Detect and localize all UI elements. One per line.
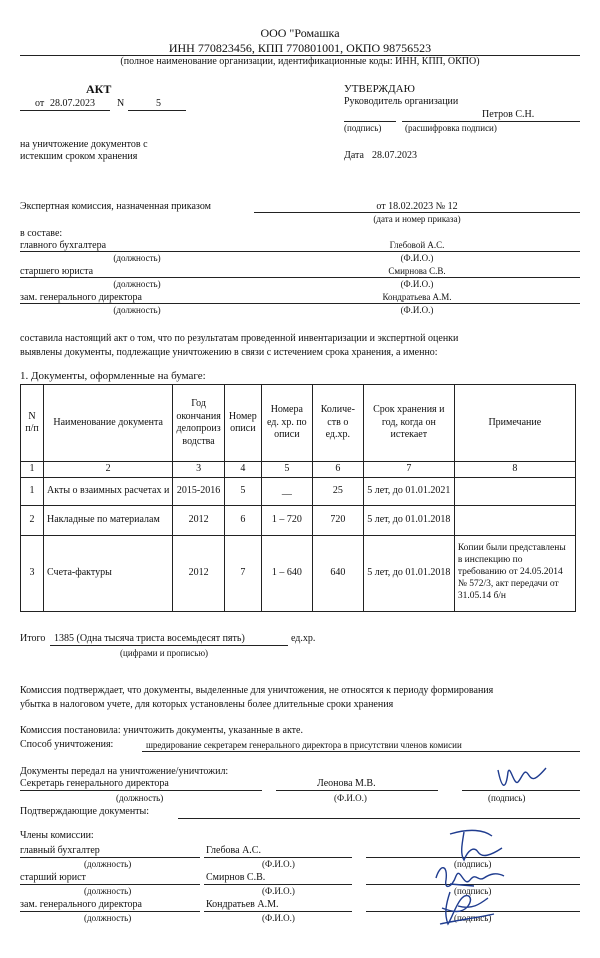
section1-title: 1. Документы, оформленные на бумаге:: [20, 370, 206, 382]
cell-term: 5 лет, до 01.01.2021: [363, 477, 454, 505]
confirmation-line2: убытка в налоговом учете, для которых установлены более длительные сроки хранения: [20, 699, 394, 710]
cell-term: 5 лет, до 01.01.2018: [363, 535, 454, 611]
signer-position: главный бухгалтер: [20, 845, 100, 856]
cell-count: 640: [312, 535, 363, 611]
header-cell: Количе-ств о ед.хр.: [312, 385, 363, 462]
signer-name-line: [204, 911, 352, 912]
signer-position-line: [20, 857, 200, 858]
act-number-underline: [128, 110, 186, 111]
witnesses-line: [178, 818, 580, 819]
total-caption: (цифрами и прописью): [120, 648, 209, 658]
signer-position-line: [20, 884, 200, 885]
approval-name: Петров С.Н.: [482, 109, 535, 120]
colnum-cell: 6: [312, 462, 363, 478]
commission-composition-label: в составе:: [20, 228, 63, 239]
total-value: 1385 (Одна тысяча триста восемьдесят пять): [54, 633, 245, 644]
cell-n: 1: [21, 477, 44, 505]
witnesses-label: Подтверждающие документы:: [20, 806, 150, 817]
name-caption: (Ф.И.О.): [400, 253, 434, 263]
commission-member-position: главного бухгалтера: [20, 240, 107, 251]
approval-role: Руководитель организации: [344, 96, 459, 107]
position-caption: (должность): [113, 279, 161, 289]
cell-year: 2015-2016: [173, 477, 224, 505]
transfer-name-line: [276, 790, 438, 791]
header-cell: N п/п: [21, 385, 44, 462]
commission-member-position: зам. генерального директора: [20, 292, 142, 303]
signer-position-caption: (должность): [84, 859, 132, 869]
transfer-position: Секретарь генерального директора: [20, 778, 169, 789]
signer-position-caption: (должность): [84, 913, 132, 923]
table-colnum-row: [21, 462, 576, 478]
act-date: 28.07.2023: [50, 98, 95, 109]
header-cell: Наименование документа: [44, 385, 173, 462]
cell-name: Накладные по материалам: [44, 505, 173, 535]
approval-sign-caption: (подпись): [344, 123, 382, 133]
table-row: [21, 505, 576, 535]
position-caption: (должность): [113, 305, 161, 315]
cell-name: Акты о взаимных расчетах и: [44, 477, 173, 505]
signer-sign-caption: (подпись): [454, 886, 492, 896]
colnum-cell: 3: [173, 462, 224, 478]
header-cell: Номер описи: [224, 385, 261, 462]
method-value: шредирование секретарем генерального директора в присутствии членов комисии: [146, 740, 462, 750]
signer-sign-caption: (подпись): [454, 913, 492, 923]
commission-member-name: Глебовой А.С.: [389, 240, 445, 250]
statement-line1: составила настоящий акт о том, что по результатам проведенной инвентаризации и экспертной оценки: [20, 333, 459, 344]
commission-member-position: старшего юриста: [20, 266, 94, 277]
method-label: Способ уничтожения:: [20, 739, 114, 750]
approval-sign-line: [344, 121, 396, 122]
act-subject-line1: на уничтожение документов с: [20, 139, 148, 150]
table-row: [21, 535, 576, 611]
cell-note: Копии были представлены в инспекцию по требованию от 24.05.2014 № 572/3, акт передачи от 31.05.14 б/н: [454, 535, 575, 611]
cell-year: 2012: [173, 535, 224, 611]
commission-order-caption: (дата и номер приказа): [373, 214, 461, 224]
member-line: [20, 251, 580, 252]
cell-n: 3: [21, 535, 44, 611]
cell-units: 1 – 720: [261, 505, 312, 535]
confirmation-line1: Комиссия подтверждает, что документы, выделенные для уничтожения, не относятся к периоду формирования: [20, 685, 494, 696]
signer-position-caption: (должность): [84, 886, 132, 896]
signer-name-line: [204, 857, 352, 858]
decision-text: Комиссия постановила: уничтожить документы, указанные в акте.: [20, 725, 303, 736]
approval-title: УТВЕРЖДАЮ: [344, 83, 415, 95]
transfer-sign-caption: (подпись): [488, 793, 526, 803]
org-name: ООО "Ромашка: [260, 26, 340, 40]
colnum-cell: 2: [44, 462, 173, 478]
colnum-cell: 7: [363, 462, 454, 478]
approval-name-line: [402, 121, 580, 122]
transfer-position-caption: (должность): [116, 793, 164, 803]
act-number-label: N: [117, 98, 125, 109]
colnum-cell: 5: [261, 462, 312, 478]
signer-name: Смирнов С.В.: [206, 872, 266, 883]
signer-name: Кондратьев А.М.: [206, 899, 279, 910]
statement-line2: выявлены документы, подлежащие уничтожению в связи с истечением срока хранения, а именно:: [20, 347, 438, 358]
signer-position: зам. генерального директора: [20, 899, 142, 910]
colnum-cell: 1: [21, 462, 44, 478]
member-line: [20, 277, 580, 278]
signer-position: старший юрист: [20, 872, 86, 883]
cell-count: 25: [312, 477, 363, 505]
signer-name-caption: (Ф.И.О.): [262, 859, 295, 869]
cell-inventory: 5: [224, 477, 261, 505]
name-caption: (Ф.И.О.): [400, 279, 434, 289]
position-caption: (должность): [113, 253, 161, 263]
header-cell: Примечание: [454, 385, 575, 462]
commission-order-underline: [254, 212, 580, 213]
signer-name: Глебова А.С.: [206, 845, 261, 856]
org-caption: (полное наименование организации, идентификационные коды: ИНН, КПП, ОКПО): [120, 56, 480, 67]
transfer-name: Леонова М.В.: [317, 778, 376, 789]
cell-inventory: 6: [224, 505, 261, 535]
cell-term: 5 лет, до 01.01.2018: [363, 505, 454, 535]
act-date-underline: [20, 110, 110, 111]
table-row: [21, 477, 576, 505]
act-date-prefix: от: [35, 98, 45, 109]
commission-member-name: Смирнова С.В.: [388, 266, 446, 276]
commission-order-label: Экспертная комиссия, назначенная приказом: [20, 201, 211, 212]
act-number: 5: [156, 98, 161, 109]
member-line: [20, 303, 580, 304]
cell-count: 720: [312, 505, 363, 535]
signer-sign-caption: (подпись): [454, 859, 492, 869]
member-signature: [428, 884, 508, 934]
commission-member-name: Кондратьева А.М.: [382, 292, 452, 302]
total-unit: ед.хр.: [291, 633, 316, 644]
cell-note: [454, 505, 575, 535]
signer-name-line: [204, 884, 352, 885]
total-underline: [50, 645, 288, 646]
header-cell: Номера ед. хр. по описи: [261, 385, 312, 462]
header-cell: Срок хранения и год, когда он истекает: [363, 385, 454, 462]
transfer-label: Документы передал на уничтожение/уничтожил:: [20, 766, 229, 777]
signer-position-line: [20, 911, 200, 912]
cell-name: Счета-фактуры: [44, 535, 173, 611]
name-caption: (Ф.И.О.): [400, 305, 434, 315]
transfer-signature: [490, 760, 550, 796]
documents-table: [20, 384, 576, 612]
approval-date: 28.07.2023: [372, 150, 417, 161]
cell-year: 2012: [173, 505, 224, 535]
members-title: Члены комиссии:: [20, 830, 94, 841]
act-title: АКТ: [86, 82, 112, 96]
total-label: Итого: [20, 633, 46, 644]
cell-n: 2: [21, 505, 44, 535]
colnum-cell: 4: [224, 462, 261, 478]
signer-name-caption: (Ф.И.О.): [262, 913, 295, 923]
approval-date-label: Дата: [344, 150, 364, 161]
approval-name-caption: (расшифровка подписи): [405, 123, 497, 133]
cell-units: __: [261, 477, 312, 505]
cell-units: 1 – 640: [261, 535, 312, 611]
transfer-name-caption: (Ф.И.О.): [334, 793, 367, 803]
cell-note: [454, 477, 575, 505]
header-cell: Год окончания делопроиз водства: [173, 385, 224, 462]
act-subject-line2: истекшим сроком хранения: [20, 151, 138, 162]
commission-order-value: от 18.02.2023 № 12: [376, 201, 458, 212]
colnum-cell: 8: [454, 462, 575, 478]
table-header-row: [21, 385, 576, 462]
cell-inventory: 7: [224, 535, 261, 611]
org-codes: ИНН 770823456, КПП 770801001, ОКПО 98756523: [168, 41, 432, 55]
method-underline: [142, 751, 580, 752]
signer-name-caption: (Ф.И.О.): [262, 886, 295, 896]
transfer-position-line: [20, 790, 262, 791]
